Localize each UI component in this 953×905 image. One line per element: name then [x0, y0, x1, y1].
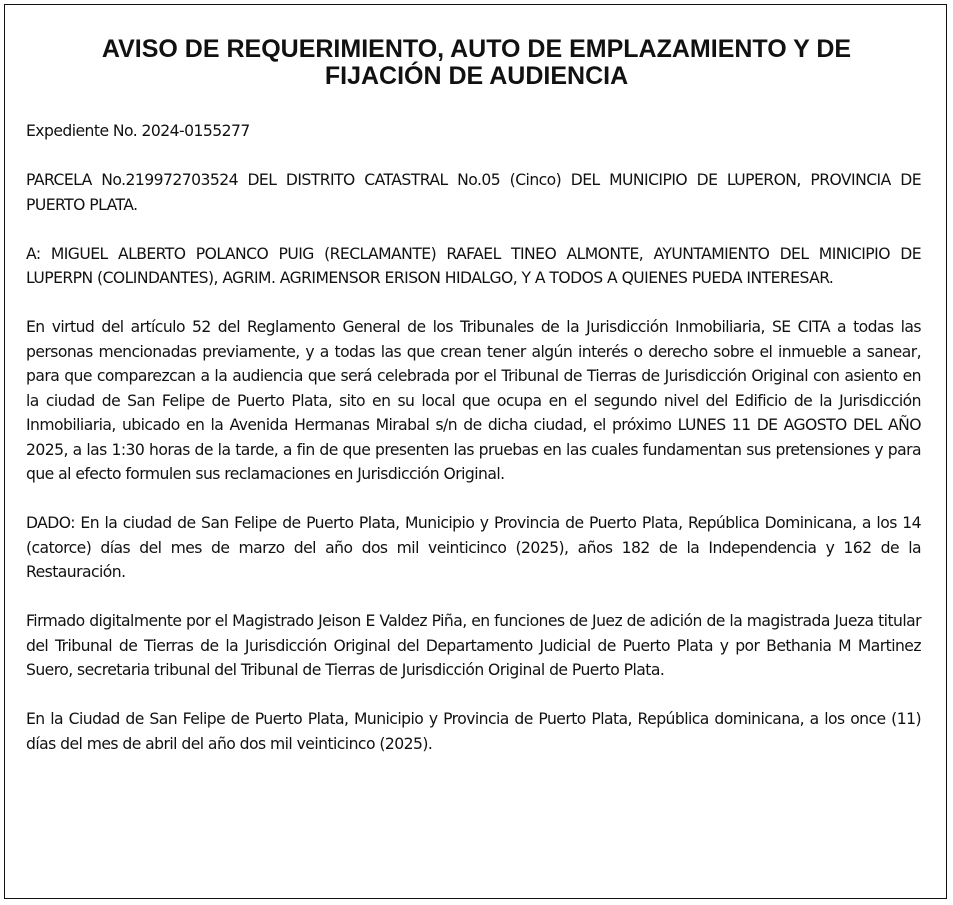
notice-title	[10, 36, 943, 90]
addressees-paragraph: A: MIGUEL ALBERTO POLANCO PUIG (RECLAMANTE) RAFAEL TINEO ALMONTE, AYUNTAMIENTO DEL MINICIPIO DE LUPERPN (COLINDANTES), AGRIM. AGRIMENSOR ERISON HIDALGO, Y A TODOS A QUIENES PUEDA INTERESAR.	[26, 244, 921, 287]
notice-title-line-1: AVISO DE REQUERIMIENTO, AUTO DE EMPLAZAMIENTO Y DE	[101, 35, 852, 63]
signature-paragraph: Firmado digitalmente por el Magistrado Jeison E Valdez Piña, en funciones de Juez de adición de la magistrada Jueza titular del Tribunal de Tierras de la Jurisdicción Original del Departamento Judicial de Puerto Plata y por Bethania M Martinez Suero, secretaria tribunal del Tribunal de Tierras de Jurisdicción Original de Puerto Plata.	[26, 612, 921, 679]
summons-paragraph: En virtud del artículo 52 del Reglamento General de los Tribunales de la Jurisdicción Inmobiliaria, SE CITA a todas las personas mencionadas previamente, y a todas las que crean tener algún interés o derecho sobre el inmueble a sanear, para que comparezcan a la audiencia que será celebrada por el Tribunal de Tierras de Jurisdicción Original con asiento en la ciudad de San Felipe de Puerto Plata, sito en su local que ocupa en el segundo nivel del Edificio de la Jurisdicción Inmobiliaria, ubicado en la Avenida Hermanas Mirabal s/n de dicha ciudad, el próximo LUNES 11 DE AGOSTO DEL AÑO 2025, a las 1:30 horas de la tarde, a fin de que presenten las pruebas en las cuales fundamentan sus pretensiones y para que al efecto formulen sus reclamaciones en Jurisdicción Original.	[26, 318, 921, 483]
notice-body	[26, 119, 921, 781]
issued-paragraph: DADO: En la ciudad de San Felipe de Puerto Plata, Municipio y Provincia de Puerto Plata, República Dominicana, a los 14 (catorce) días del mes de marzo del año dos mil veinticinco (2025), años 182 de la Independencia y 162 de la Restauración.	[26, 514, 921, 581]
expediente-number: Expediente No. 2024-0155277	[26, 122, 250, 140]
closing-paragraph: En la Ciudad de San Felipe de Puerto Plata, Municipio y Provincia de Puerto Plata, República dominicana, a los once (11) días del mes de abril del año dos mil veinticinco (2025).	[26, 710, 921, 753]
notice-title-line-2: FIJACIÓN DE AUDIENCIA	[324, 62, 629, 90]
parcel-description: PARCELA No.219972703524 DEL DISTRITO CATASTRAL No.05 (Cinco) DEL MUNICIPIO DE LUPERON, PROVINCIA DE PUERTO PLATA.	[26, 171, 921, 214]
